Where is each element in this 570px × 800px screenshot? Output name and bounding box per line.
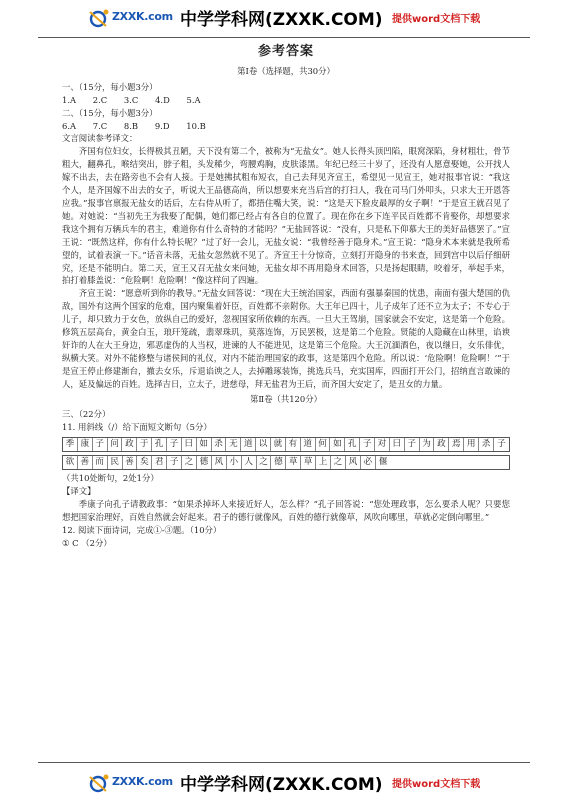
grid-cell: 之 bbox=[331, 456, 346, 469]
header-banner bbox=[0, 0, 570, 36]
grid-cell: 子 bbox=[93, 438, 108, 451]
grid-cell: 民 bbox=[108, 456, 123, 469]
grid-cell: 矣 bbox=[137, 456, 152, 469]
grid-cell: 对 bbox=[375, 438, 390, 451]
part1-heading: 第Ⅰ卷（选择题，共30分） bbox=[237, 65, 335, 76]
grid-cell: 如 bbox=[197, 438, 212, 451]
translation-paragraph-2: 齐宣王说：“愿意听到你的教导。”无盐女回答说：“现在大王统治国家，西面有强暴秦国的忧患，南面有强大楚国的仇敌，国外有这两个国家的危难，国内聚集着奸臣，百姓都不亲附你。大王年已四十，儿子成年了还不立为太子；不专心于儿子，却只致力于女色，放纵自己的爱好，忽视国家所依赖的东西。一旦大王驾崩，国家就会不安定，这是第一个危险。修筑五层高台，黄金白玉，琅玕笼疏，翡翠珠玑，莫落连饰，万民罢极，这是第二个危险。贤能的人隐藏在山林里，谄谀奸诈的人在大王身边，邪恶虚伪的人当权，进谏的人不能进见，这是第三个危险。大王沉湎酒色，夜以继日，女乐俳优，纵横大笑。对外不能修整与诸侯间的礼仪，对内不能治理国家的政事，这是第四个危险。所以说：‘危险啊！危险啊！’”于是宣王停止修建渐台，撤去女乐，斥退谄谀之人，去掉雕琢装饰，挑选兵马，充实国库，四面打开公门，招纳直言敢谏的人，延及偏远的百姓。选择吉日，立太子，进慈母，拜无盐君为王后，而齐国大安定了，是丑女的力量。 bbox=[62, 288, 510, 389]
grid-cell: 有 bbox=[286, 438, 301, 451]
grid-cell: 以 bbox=[256, 438, 271, 451]
grid-cell: 德 bbox=[271, 456, 286, 469]
q12-answer-1: ① C （2分） bbox=[62, 537, 112, 548]
q1-answers: 1.A 2.C 3.C 4.D 5.A bbox=[62, 94, 201, 105]
grid-cell: 风 bbox=[212, 456, 227, 469]
grid-cell: 子 bbox=[497, 439, 506, 450]
grid-cell: 而 bbox=[93, 456, 108, 469]
yiwen-label: 【译文】 bbox=[62, 486, 96, 497]
q11-note: （共10处断句，2处1分） bbox=[62, 473, 159, 484]
footer-site-title[interactable]: 中学学科网(ZXXK.COM) bbox=[180, 775, 383, 795]
footer-download-link[interactable]: 提供word文档下载 bbox=[392, 779, 481, 790]
grid-cell: 道 bbox=[241, 438, 256, 451]
grid-cell: 何 bbox=[316, 438, 331, 451]
grid-cell: 偃 bbox=[378, 457, 388, 468]
grid-cell: 草 bbox=[286, 456, 301, 469]
grid-cell: 康 bbox=[78, 438, 93, 451]
footer-divider bbox=[38, 762, 530, 763]
grid-cell: 欲 bbox=[63, 456, 78, 469]
punctuation-grid-row-1 bbox=[62, 437, 510, 452]
grid-cell: 孔 bbox=[345, 438, 360, 451]
translation-paragraph-1: 齐国有位妇女，长得极其丑陋，天下没有第二个，被称为“无盐女”。她人长得头顶凹陷，眼窝深陷，身材粗壮，骨节粗大，翻鼻孔，喉结突出，脖子粗，头发稀少，弯腰鸡胸，皮肤漆黑。年纪已经三十岁了，还没有人愿意娶她，公开找人嫁不出去，去在路旁也不会有人接。于是她拂拭粗布短衣，自己去拜见齐宣王，希望见一见宣王，她对报事官说：“我这个人，是齐国嫁不出去的女子，听说大王品德高尚，所以想要来充当后宫的打扫人，我在司马门外叩头，只求大王开恩答应我。”报事官禀报无盐女的话后，左右侍从听了，都捂住嘴大笑，说：“这是天下脸皮最厚的女子啊！”于是宣王就召见了她。对她说：“当初先王为我娶了配偶，她们都已经占有各自的位置了。现在你在乡下连平民百姓都不肯娶你，却想要求我这个拥有万辆兵车的君主，难道你有什么奇特的才能吗？”无盐回答说：“没有，只是私下仰慕大王的美好品德罢了。”宣王说：“既然这样，你有什么特长呢？”过了好一会儿，无盐女说：“我曾经善于隐身术。”宣王说：“隐身术本来就是我所希望的，试着表演一下。”话音未落，无盐女忽然就不见了。齐宣王十分惊奇，立刻打开隐身的书来查，回到宫中以后仔细研究，还是不能明白。第二天，宣王又召无盐女来问她，无盐女却不再用隐身术回答，只是扬起眼睛，咬着牙，举起手来，拍打着膝盖说：“危险啊！危险啊！”像这样问了四遍。 bbox=[62, 146, 510, 286]
grid-cell: 就 bbox=[271, 438, 286, 451]
grid-cell: 为 bbox=[420, 438, 435, 451]
grid-cell: 草 bbox=[301, 456, 316, 469]
q2-answers: 6.A 7.C 8.B 9.D 10.B bbox=[62, 120, 206, 131]
download-link[interactable]: 提供word文档下载 bbox=[392, 14, 481, 25]
grid-cell: 政 bbox=[434, 438, 449, 451]
grid-cell: 如 bbox=[330, 438, 345, 451]
grid-cell: 子 bbox=[167, 438, 182, 451]
translation-heading: 文言阅读参考译文： bbox=[62, 133, 138, 144]
grid-cell: 于 bbox=[137, 438, 152, 451]
logo-mark-icon bbox=[86, 773, 112, 793]
grid-cell: 政 bbox=[122, 438, 137, 451]
site-title[interactable]: 中学学科网(ZXXK.COM) bbox=[180, 10, 383, 30]
q3-heading: 三、（22分） bbox=[62, 409, 111, 420]
footer-logo[interactable] bbox=[86, 773, 172, 793]
yiwen-text: 季康子向孔子请教政事：“如果杀掉坏人来接近好人，怎么样？”孔子回答说：“您处理政事，怎么要杀人呢？只要您想把国家治理好，百姓自然就会好起来。君子的德行就像风，百姓的德行就像草，风吹向哪里，草就必定倒向哪里。” bbox=[62, 499, 510, 522]
header-divider bbox=[38, 37, 530, 38]
logo-text: ZXXK.com bbox=[112, 10, 173, 23]
q11-intro: 11. 用斜线（/）给下面短文断句（5分） bbox=[62, 422, 212, 433]
document-body bbox=[62, 44, 510, 550]
grid-cell: 曰 bbox=[390, 438, 405, 451]
grid-cell: 杀 bbox=[212, 438, 227, 451]
grid-cell: 必 bbox=[361, 456, 376, 469]
grid-cell: 德 bbox=[197, 456, 212, 469]
site-logo[interactable] bbox=[86, 8, 172, 28]
grid-cell: 用 bbox=[464, 438, 479, 451]
page-title: 参考答案 bbox=[257, 44, 314, 59]
q1-heading: 一、（15分，每小题3分） bbox=[62, 81, 158, 92]
grid-cell: 小 bbox=[227, 456, 242, 469]
grid-cell: 风 bbox=[346, 456, 361, 469]
footer-banner bbox=[0, 765, 570, 800]
grid-cell: 杀 bbox=[479, 438, 494, 451]
grid-cell: 子 bbox=[360, 438, 375, 451]
grid-cell: 人 bbox=[242, 456, 257, 469]
grid-cell: 曰 bbox=[182, 438, 197, 451]
grid-cell: 无 bbox=[226, 438, 241, 451]
grid-cell: 君 bbox=[152, 456, 167, 469]
grid-cell: 子 bbox=[167, 456, 182, 469]
q2-heading: 二、（15分，每小题3分） bbox=[62, 107, 158, 118]
q12-intro: 12. 阅读下面诗词，完成①-③题。（10分） bbox=[62, 524, 222, 535]
punctuation-grid-row-2 bbox=[62, 455, 510, 470]
grid-cell: 之 bbox=[182, 456, 197, 469]
grid-cell: 焉 bbox=[449, 438, 464, 451]
grid-cell: 问 bbox=[108, 438, 123, 451]
grid-cell: 上 bbox=[316, 456, 331, 469]
grid-cell: 子 bbox=[405, 438, 420, 451]
grid-cell: 之 bbox=[257, 456, 272, 469]
grid-cell: 道 bbox=[301, 438, 316, 451]
grid-cell: 季 bbox=[63, 438, 78, 451]
grid-cell: 孔 bbox=[152, 438, 167, 451]
grid-cell: 善 bbox=[78, 456, 93, 469]
part2-heading: 第Ⅱ卷（共120分） bbox=[250, 393, 322, 404]
logo-mark-icon bbox=[86, 8, 112, 28]
logo-text: ZXXK.com bbox=[112, 775, 173, 788]
grid-cell: 善 bbox=[123, 456, 138, 469]
